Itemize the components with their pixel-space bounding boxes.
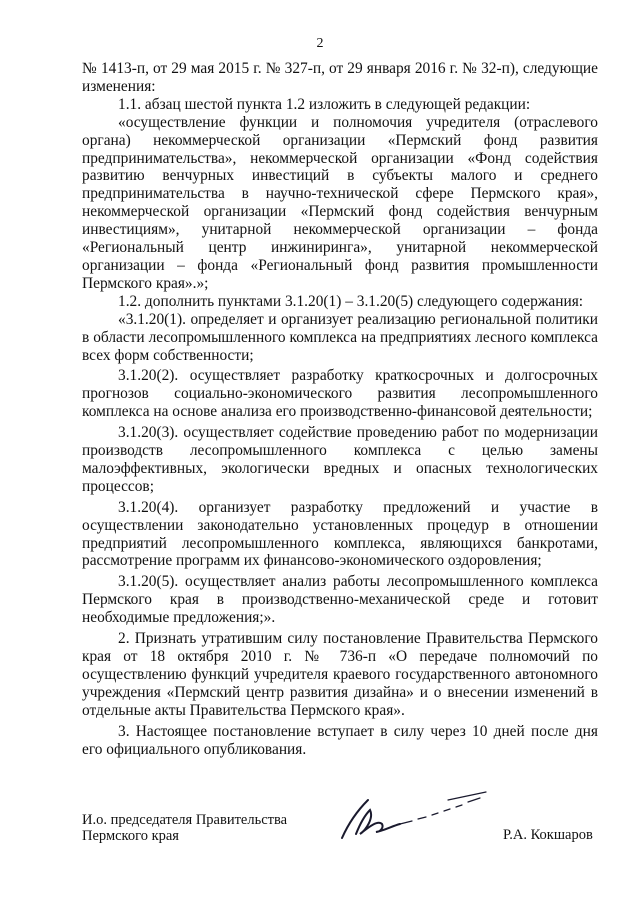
page-number: 2: [316, 36, 324, 51]
paragraph: 3.1.20(2). осуществляет разработку краткосрочных и долгосрочных прогнозов социально-экономического развития лесопромышленного комплекса на основе анализа его производственно-финансовой деятельности;: [82, 367, 598, 421]
document-body: [82, 60, 598, 758]
paragraph: «осуществление функции и полномочия учредителя (отраслевого органа) некоммерческой организации «Пермский фонд развития предпринимательства», некоммерческой организации «Фонд содействия развитию венчурных инвестиций в субъекты малого и среднего предпринимательства в научно-технической сфере Пермского края», некоммерческой организации «Пермский фонд содействия венчурным инвестициям», унитарной некоммерческой организации – фонда «Региональный центр инжиниринга», унитарной некоммерческой организации – фонда «Региональный фонд развития промышленности Пермского края».»;: [82, 113, 598, 292]
signatory-position-line: И.о. председателя Правительства: [82, 812, 288, 828]
paragraph: 3.1.20(3). осуществляет содействие проведению работ по модернизации производств лесопромышленного комплекса с целью замены малоэффективных, экологически вредных и опасных технологических процессов;: [82, 424, 598, 495]
paragraph: 1.1. абзац шестой пункта 1.2 изложить в следующей редакции:: [118, 95, 531, 113]
paragraph: 3.1.20(4). организует разработку предложений и участие в осуществлении законодательно установленных процедур в отношении предприятий лесопромышленного комплекса, являющихся банкротами, рассмотрение программ их финансово-экономического оздоровления;: [82, 498, 598, 570]
paragraph: 3.1.20(5). осуществляет анализ работы лесопромышленного комплекса Пермского края в производственно-механической среде и готовит необходимые предложения;».: [82, 573, 598, 627]
paragraph: 3. Настоящее постановление вступает в силу через 10 дней после дня его официального опубликования.: [82, 722, 598, 758]
signatory-position-line: Пермского края: [82, 827, 179, 844]
paragraph: 1.2. дополнить пунктами 3.1.20(1) – 3.1.20(5) следующего содержания:: [118, 292, 584, 310]
handwritten-signature: [330, 790, 490, 850]
signatory-name: Р.А. Кокшаров: [503, 827, 593, 843]
paragraph: 2. Признать утратившим силу постановление Правительства Пермского края от 18 октября 2010 г. № 736-п «О передаче полномочий по осуществлению функций учредителя краевого государственного автономного учреждения «Пермский центр развития дизайна» и о внесении изменений в отдельные акты Правительства Пермского края».: [82, 630, 598, 719]
paragraph: № 1413-п, от 29 мая 2015 г. № 327-п, от 29 января 2016 г. № 32-п), следующие изменения:: [82, 60, 598, 95]
signatory-position: [82, 813, 287, 844]
paragraph: «3.1.20(1). определяет и организует реализацию региональной политики в области лесопромышленного комплекса на предприятиях лесного комплекса всех форм собственности;: [82, 310, 598, 364]
